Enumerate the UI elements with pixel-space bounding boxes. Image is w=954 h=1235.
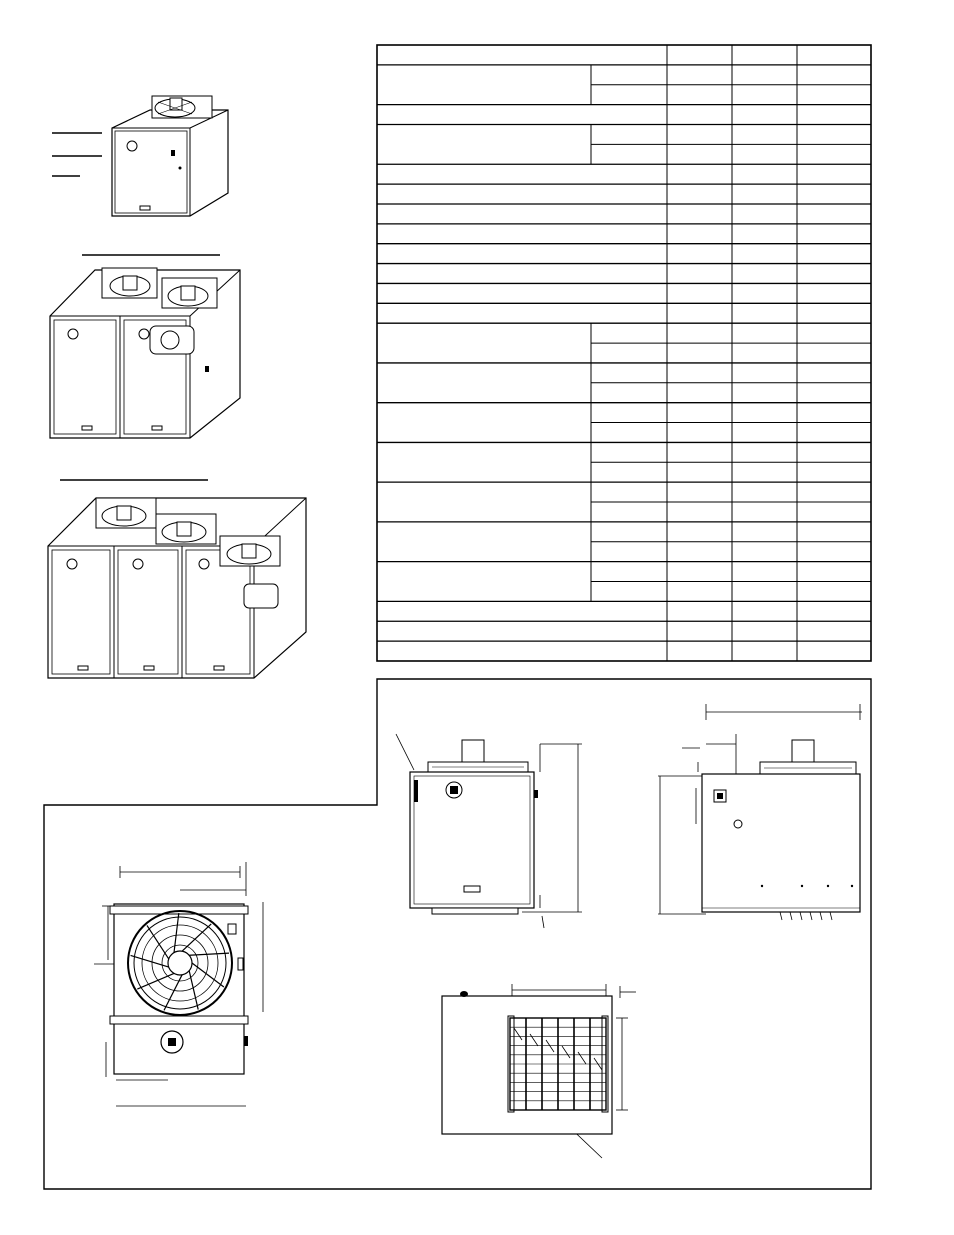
rear-view-drawing bbox=[652, 700, 866, 924]
side-view-drawing bbox=[392, 730, 592, 930]
coil-grille-drawing bbox=[440, 982, 640, 1167]
front-view-fan-drawing bbox=[88, 862, 288, 1124]
